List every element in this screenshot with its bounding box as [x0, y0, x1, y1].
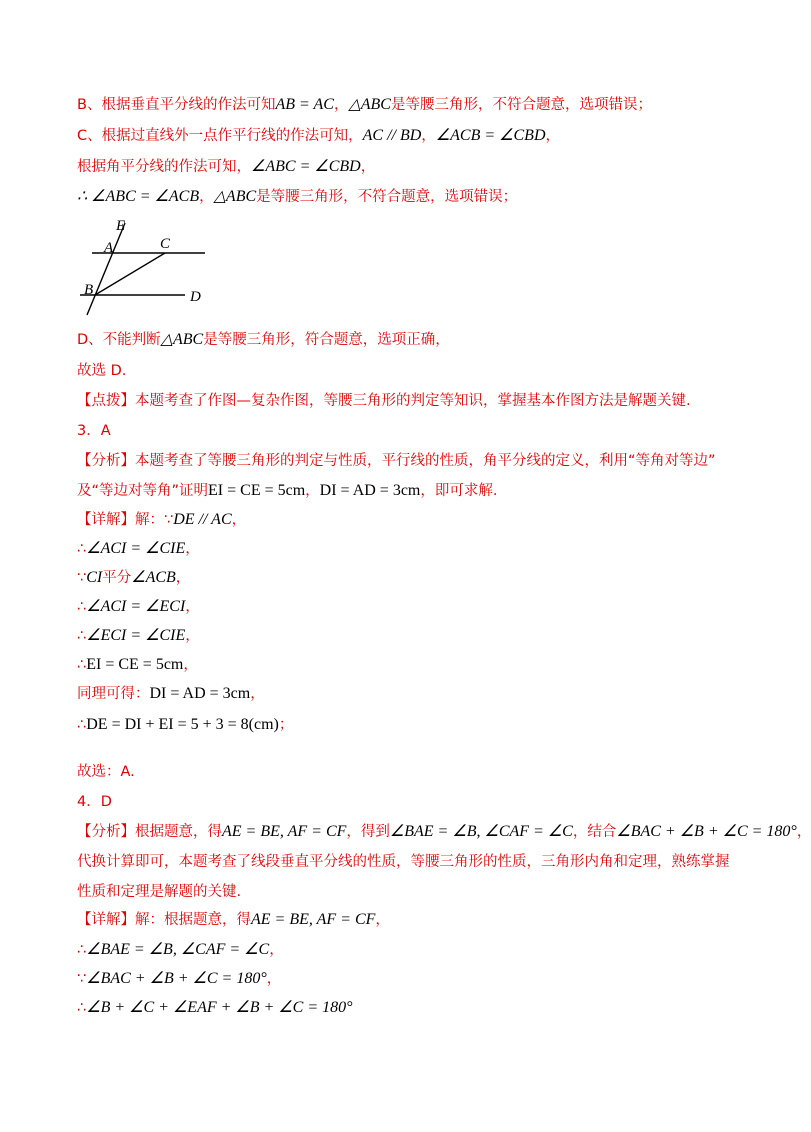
therefore-line	[77, 187, 517, 207]
text: C、根据过直线外一点作平行线的作法可知，	[77, 128, 363, 144]
math: ∠BAE = ∠B, ∠CAF = ∠C	[389, 823, 573, 840]
text: 性质和定理是解题的关键.	[77, 884, 242, 900]
text: 平分	[102, 570, 132, 586]
text: 是等腰三角形，符合题意，选项正确，	[203, 332, 450, 348]
math: △ABC	[348, 96, 391, 113]
text: ∴	[77, 599, 87, 615]
q3-analysis-2	[77, 481, 497, 501]
text: ∴	[77, 717, 87, 733]
text: ，	[266, 971, 282, 987]
text: 及“等边对等角”证明	[77, 483, 209, 499]
text: ，即可求解.	[420, 483, 498, 499]
text: ，	[199, 189, 214, 205]
q4-analysis-1	[77, 822, 811, 842]
q3-step-6	[77, 684, 265, 704]
text: ，得到	[346, 824, 390, 840]
math: CI	[86, 569, 103, 586]
label-e: E	[116, 218, 126, 234]
text: ，	[175, 570, 191, 586]
text: ，	[360, 159, 376, 175]
text: 同理可得：	[77, 686, 150, 702]
q3-step-4	[77, 626, 200, 646]
q4-step-1	[77, 940, 284, 960]
text: 根据角平分线的作法可知，	[77, 159, 251, 175]
text: ∴	[77, 628, 87, 644]
math: ∠BAC + ∠B + ∠C = 180°	[86, 970, 267, 987]
math: AB = AC	[275, 96, 334, 113]
math: AE = BE, AF = CF	[222, 823, 347, 840]
q3-step-2	[77, 568, 190, 588]
math: DI = AD = 3cm	[149, 685, 251, 702]
math: ∴ ∠ABC = ∠ACB	[77, 188, 200, 205]
q4-analysis-2	[77, 852, 730, 872]
text: ，结合	[572, 824, 617, 840]
text: 【点拨】本题考查了作图—复杂作图，等腰三角形的判定等知识，掌握基本作图方法是解题关键.	[77, 393, 691, 409]
text: ，	[545, 128, 560, 144]
label-b: B	[84, 282, 94, 298]
q3-step-3	[77, 597, 200, 617]
text: ∵	[77, 971, 87, 987]
math: △ABC	[160, 331, 204, 348]
text: ，	[183, 657, 198, 673]
line-bc	[95, 253, 165, 295]
q3-step-5	[77, 655, 198, 675]
text: ∴	[77, 541, 87, 557]
math: ∠BAC + ∠B + ∠C = 180°	[616, 823, 797, 840]
math: ∠B + ∠C + ∠EAF + ∠B + ∠C = 180°	[86, 999, 353, 1016]
text: ∴	[77, 942, 87, 958]
text: 【详解】解：根据题意，得	[77, 912, 251, 928]
text: ，	[185, 541, 200, 557]
text: D、不能判断	[77, 332, 161, 348]
text: ∴	[77, 1000, 87, 1016]
option-b-line	[77, 95, 652, 115]
text: ，	[333, 97, 349, 113]
text: ，	[375, 912, 390, 928]
q3-heading	[77, 421, 111, 441]
text: ；	[278, 717, 294, 733]
text: ，	[185, 628, 200, 644]
geometry-figure	[70, 215, 220, 320]
math: AC // BD	[362, 127, 422, 144]
choice-d	[77, 361, 126, 381]
math: ∠ACB = ∠CBD	[435, 127, 546, 144]
q3-detail	[77, 510, 246, 530]
text: ，	[185, 599, 200, 615]
q3-analysis-1	[77, 451, 716, 471]
q3-choice	[77, 762, 135, 782]
math: DI = AD = 3cm	[319, 482, 421, 499]
text: ，	[305, 483, 320, 499]
text: 是等腰三角形，不符合题意，选项错误；	[390, 97, 652, 113]
text: 是等腰三角形，不符合题意，选项错误；	[256, 189, 518, 205]
text: ∵	[77, 570, 87, 586]
option-d-line	[77, 330, 450, 350]
text: ∴	[77, 657, 87, 673]
q3-step-7	[77, 715, 293, 735]
math: ∠BAE = ∠B, ∠CAF = ∠C	[86, 941, 270, 958]
math: ∠ABC = ∠CBD	[251, 158, 361, 175]
q4-step-2	[77, 969, 281, 989]
q4-heading	[77, 792, 112, 812]
math: ∠ECI = ∠CIE	[86, 627, 186, 644]
text: B、根据垂直平分线的作法可知	[77, 97, 276, 113]
q4-analysis-3	[77, 882, 241, 902]
text: ，	[421, 128, 436, 144]
text: 故选：A.	[77, 764, 135, 780]
text: ，	[269, 942, 284, 958]
math: ∠ACB	[131, 569, 176, 586]
text: ，	[231, 512, 247, 528]
text: 4．D	[77, 794, 112, 810]
text: 【详解】解：∵	[77, 512, 174, 528]
text: ，	[796, 824, 811, 840]
text: 【分析】根据题意，得	[77, 824, 222, 840]
text: 故选 D.	[77, 363, 127, 379]
math: DE // AC	[173, 511, 232, 528]
bisector-line	[77, 157, 375, 177]
text: ，	[250, 686, 265, 702]
math: ∠ACI = ∠ECI	[86, 598, 186, 615]
label-d: D	[190, 289, 201, 305]
math: △ABC	[213, 188, 257, 205]
text: 3．A	[77, 423, 111, 439]
math: DE = DI + EI = 5 + 3 = 8(cm)	[86, 716, 279, 733]
q3-step-1	[77, 539, 200, 559]
math: EI = CE = 5cm	[86, 656, 184, 673]
math: AE = BE, AF = CF	[251, 911, 376, 928]
label-a: A	[104, 240, 114, 256]
tip-line	[77, 391, 691, 411]
label-c: C	[160, 236, 171, 252]
q4-step-3	[77, 998, 353, 1018]
line-eb	[87, 223, 125, 315]
option-c-line	[77, 126, 560, 146]
q4-detail	[77, 910, 390, 930]
math: ∠ACI = ∠CIE	[86, 540, 186, 557]
text: 代换计算即可，本题考查了线段垂直平分线的性质，等腰三角形的性质，三角形内角和定理，熟练掌握	[77, 854, 730, 870]
text: 【分析】本题考查了等腰三角形的判定与性质，平行线的性质，角平分线的定义，利用“等角对等边”	[77, 453, 716, 469]
math: EI = CE = 5cm	[208, 482, 306, 499]
